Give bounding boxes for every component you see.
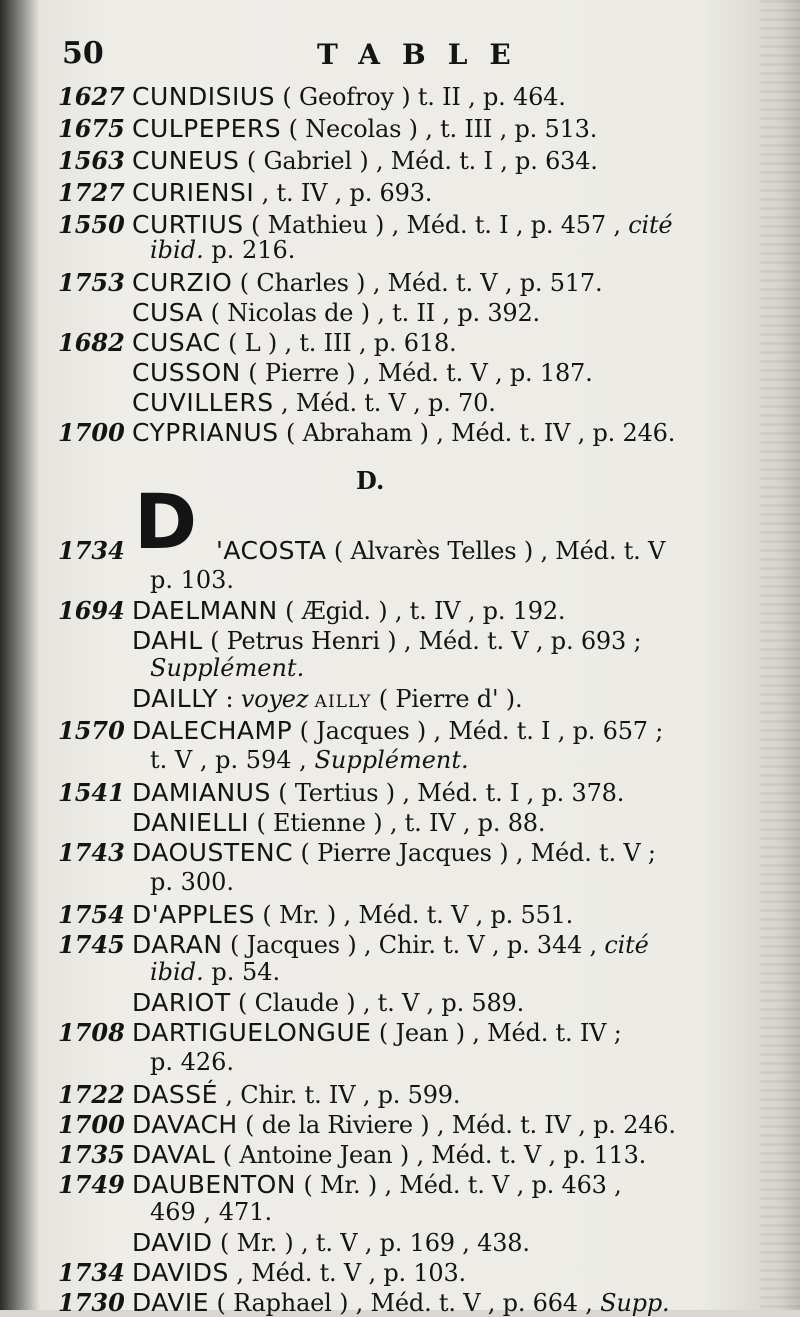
entry-reference: :	[218, 685, 241, 713]
entry-name: CURIENSI	[132, 178, 255, 207]
entry-name: CUSA	[132, 298, 204, 327]
entry-italic-text: Supp.	[600, 1289, 670, 1317]
entry-year: 1675	[58, 114, 125, 143]
entry-continuation	[150, 566, 234, 594]
entry-name: DASSÉ	[132, 1080, 218, 1109]
entry-continuation	[150, 1048, 234, 1076]
entry-reference: , Méd. t. V , p. 103.	[228, 1259, 466, 1287]
entry-year: 1722	[58, 1080, 125, 1109]
index-entry	[132, 930, 649, 959]
entry-italic-text: ibid.	[150, 236, 204, 264]
index-entry	[132, 900, 573, 929]
entry-year: 1700	[58, 418, 125, 447]
entry-reference: 469 , 471.	[150, 1198, 273, 1226]
entry-year: 1743	[58, 838, 125, 867]
index-entry	[132, 268, 602, 297]
entry-reference: t. V , p. 594 ,	[150, 746, 315, 774]
index-entry	[132, 988, 524, 1017]
index-entry	[132, 418, 675, 447]
entry-reference: p. 54.	[203, 958, 281, 986]
entry-continuation	[150, 868, 234, 896]
index-entry	[132, 328, 456, 357]
index-entry	[132, 358, 593, 387]
entry-reference: ( Nicolas de ) , t. II , p. 392.	[203, 299, 540, 327]
entry-name: CUVILLERS	[132, 388, 274, 417]
running-title: TABLE	[317, 38, 533, 71]
entry-italic-text: Supplément.	[314, 746, 469, 774]
entry-name: DAILLY	[132, 684, 219, 713]
entry-name: DARIOT	[132, 988, 231, 1017]
entry-reference: ( Mr. ) , Méd. t. V , p. 551.	[254, 901, 574, 929]
entry-reference: ( Pierre ) , Méd. t. V , p. 187.	[240, 359, 593, 387]
entry-reference: ( Ægid. ) , t. IV , p. 192.	[277, 597, 566, 625]
entry-name: DAVACH	[132, 1110, 238, 1139]
entry-italic-text: cité	[604, 931, 649, 959]
entry-reference: ( Mathieu ) , Méd. t. I , p. 457 ,	[243, 211, 629, 239]
entry-italic-text: voyez	[240, 685, 309, 713]
entry-reference: , t. IV , p. 693.	[254, 179, 433, 207]
entry-reference: ( Jacques ) , Chir. t. V , p. 344 ,	[222, 931, 605, 959]
entry-reference: ( Antoine Jean ) , Méd. t. V , p. 113.	[215, 1141, 647, 1169]
entry-reference: ( Raphael ) , Méd. t. V , p. 664 ,	[209, 1289, 601, 1317]
entry-name: CYPRIANUS	[132, 418, 279, 447]
entry-name: CUNDISIUS	[132, 82, 275, 111]
entry-italic-text: cité	[628, 211, 673, 239]
entry-reference: p. 426.	[150, 1048, 235, 1076]
entry-name: D'APPLES	[132, 900, 255, 929]
entry-continuation	[150, 236, 295, 264]
entry-reference: ( Claude ) , t. V , p. 589.	[230, 989, 525, 1017]
entry-name: DAMIANUS	[132, 778, 271, 807]
entry-name: DAUBENTON	[132, 1170, 297, 1199]
entry-year: 1727	[58, 178, 125, 207]
entry-reference: ( Mr. ) , Méd. t. V , p. 463 ,	[296, 1171, 622, 1199]
entry-year: 1682	[58, 328, 125, 357]
entry-year: 1734	[58, 1258, 125, 1287]
entry-reference: ( Pierre Jacques ) , Méd. t. V ;	[293, 839, 656, 867]
entry-continuation	[150, 958, 280, 986]
entry-reference: ( Alvarès Telles ) , Méd. t. V	[326, 537, 666, 565]
entry-year: 1730	[58, 1288, 125, 1317]
drop-cap-letter: D	[134, 477, 198, 566]
entry-reference: ( Abraham ) , Méd. t. IV , p. 246.	[278, 419, 676, 447]
entry-year: 1541	[58, 778, 125, 807]
entry-reference: ( Jacques ) , Méd. t. I , p. 657 ;	[292, 717, 664, 745]
entry-reference: ( Geofroy ) t. II , p. 464.	[275, 83, 566, 111]
index-entry	[132, 838, 656, 867]
entry-year: 1627	[58, 82, 125, 111]
index-entry	[132, 1140, 646, 1169]
entry-year: 1735	[58, 1140, 125, 1169]
index-entry	[216, 536, 665, 565]
entry-reference: ( Petrus Henri ) , Méd. t. V , p. 693 ;	[202, 627, 642, 655]
entry-italic-text: ibid.	[150, 958, 204, 986]
entry-year: 1694	[58, 596, 125, 625]
index-entry	[132, 82, 566, 111]
index-entry	[132, 1288, 669, 1317]
entry-name: DAHL	[132, 626, 203, 655]
entry-name: CUSSON	[132, 358, 241, 387]
entry-continuation	[150, 746, 469, 774]
index-entry	[132, 1110, 676, 1139]
index-entry	[132, 1080, 460, 1109]
entry-name: CULPEPERS	[132, 114, 282, 143]
index-entry	[132, 778, 624, 807]
entry-name: DAELMANN	[132, 596, 278, 625]
index-entry	[132, 298, 540, 327]
entry-reference: p. 300.	[150, 868, 235, 896]
index-entry	[132, 716, 663, 745]
page-header	[62, 36, 762, 76]
index-entry	[132, 1258, 466, 1287]
index-entry	[132, 388, 496, 417]
entry-reference: ( Jean ) , Méd. t. IV ;	[371, 1019, 622, 1047]
show-through-text	[760, 0, 800, 1310]
entry-name: CURZIO	[132, 268, 233, 297]
entry-name: DAVAL	[132, 1140, 216, 1169]
entry-reference: p. 103.	[150, 566, 235, 594]
entry-year: 1570	[58, 716, 125, 745]
entry-name: DAVIE	[132, 1288, 210, 1317]
entry-name: DAVIDS	[132, 1258, 229, 1287]
section-heading: D.	[356, 466, 385, 495]
entry-reference: , Méd. t. V , p. 70.	[273, 389, 496, 417]
entry-reference: p. 216.	[203, 236, 296, 264]
entry-continuation	[150, 654, 304, 682]
entry-italic-text: Supplément.	[150, 654, 305, 682]
entry-name: DALECHAMP	[132, 716, 293, 745]
entry-name: DAOUSTENC	[132, 838, 294, 867]
index-entry	[132, 626, 641, 655]
entry-reference: ( Necolas ) , t. III , p. 513.	[281, 115, 598, 143]
index-entry	[132, 1018, 622, 1047]
entry-name: DAVID	[132, 1228, 213, 1257]
index-entry	[132, 146, 598, 175]
entry-reference: , Chir. t. IV , p. 599.	[217, 1081, 461, 1109]
entry-name: DANIELLI	[132, 808, 250, 837]
entry-year: 1749	[58, 1170, 125, 1199]
index-entry	[132, 684, 522, 713]
entry-reference: ( Charles ) , Méd. t. V , p. 517.	[232, 269, 603, 297]
entry-year: 1708	[58, 1018, 125, 1047]
entry-reference: ( Tertius ) , Méd. t. I , p. 378.	[270, 779, 625, 807]
entry-continuation	[150, 1198, 272, 1226]
entry-year: 1745	[58, 930, 125, 959]
entry-name: CUSAC	[132, 328, 221, 357]
index-entry	[132, 596, 565, 625]
entry-name: CUNEUS	[132, 146, 240, 175]
entry-year: 1753	[58, 268, 125, 297]
index-entry	[132, 1170, 622, 1199]
entry-reference: ( Etienne ) , t. IV , p. 88.	[249, 809, 546, 837]
entry-reference: ( de la Riviere ) , Méd. t. IV , p. 246.	[237, 1111, 676, 1139]
entry-name: 'ACOSTA	[216, 536, 327, 565]
entry-year: 1550	[58, 210, 125, 239]
page-number: 50	[62, 36, 104, 71]
index-entry	[132, 114, 597, 143]
entry-year: 1754	[58, 900, 125, 929]
index-entry	[132, 1228, 530, 1257]
entry-name: DARAN	[132, 930, 223, 959]
entry-year: 1700	[58, 1110, 125, 1139]
entry-reference: ( Gabriel ) , Méd. t. I , p. 634.	[239, 147, 598, 175]
entry-name: DARTIGUELONGUE	[132, 1018, 372, 1047]
entry-year: 1563	[58, 146, 125, 175]
entry-reference: ( L ) , t. III , p. 618.	[220, 329, 457, 357]
entry-name: CURTIUS	[132, 210, 244, 239]
entry-year: 1734	[58, 536, 125, 565]
entry-reference: ( Mr. ) , t. V , p. 169 , 438.	[212, 1229, 530, 1257]
index-entry	[132, 178, 432, 207]
index-entry	[132, 210, 672, 239]
entry-reference: ( Pierre d' ).	[371, 685, 523, 713]
entry-small-caps: AILLY	[308, 692, 372, 712]
index-entry	[132, 808, 545, 837]
